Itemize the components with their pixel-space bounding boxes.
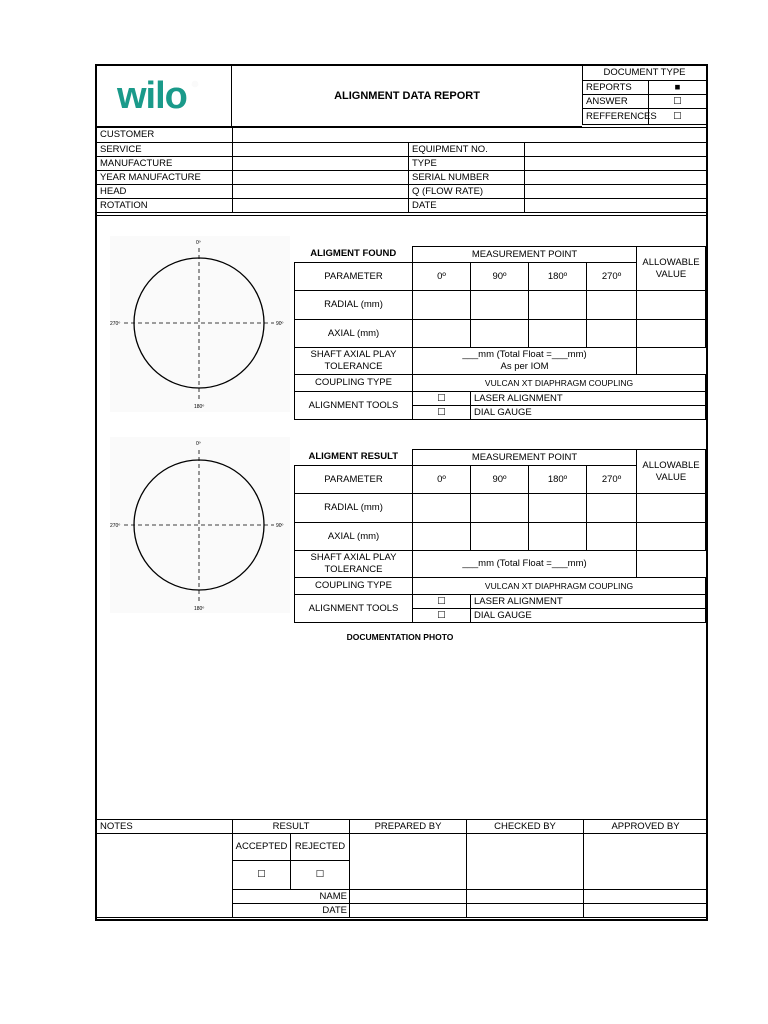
result-allowable-header: ALLOWABLE VALUE [637, 450, 706, 494]
result-axial-0[interactable] [413, 523, 471, 551]
result-angle-180: 180º [529, 466, 587, 494]
result-radial-90[interactable] [471, 494, 529, 523]
notes-label: NOTES [97, 820, 233, 834]
rejected-label: REJECTED [291, 834, 350, 861]
prepared-by-name[interactable] [350, 890, 467, 904]
accepted-checkbox[interactable]: ☐ [233, 861, 291, 890]
found-angle-180: 180º [529, 263, 587, 291]
alignment-diagram-result [110, 437, 290, 613]
found-axial-90[interactable] [471, 320, 529, 348]
approved-by-label: APPROVED BY [584, 820, 708, 834]
diagram-label-top: 0º [196, 240, 201, 246]
prepared-by-date[interactable] [350, 904, 467, 918]
doc-type-references-checkbox[interactable]: ☐ [649, 109, 707, 125]
type-value[interactable] [525, 157, 708, 171]
date-footer-label: DATE [233, 904, 350, 918]
result-radial-allowable[interactable] [637, 494, 706, 523]
date-value[interactable] [525, 199, 708, 213]
found-axial-0[interactable] [413, 320, 471, 348]
service-value[interactable] [233, 143, 409, 157]
flow-rate-value[interactable] [525, 185, 708, 199]
alignment-found-table [294, 246, 706, 420]
doc-type-reports-checkbox[interactable]: ■ [649, 81, 707, 95]
date-label: DATE [409, 199, 525, 213]
found-dial-checkbox[interactable]: ☐ [413, 406, 471, 420]
found-angle-90: 90º [471, 263, 529, 291]
found-axial-allowable[interactable] [637, 320, 706, 348]
result-axial-90[interactable] [471, 523, 529, 551]
result-heading: ALIGMENT RESULT [308, 451, 399, 463]
prepared-by-label: PREPARED BY [350, 820, 467, 834]
approved-by-signature[interactable] [584, 834, 708, 890]
result-label: RESULT [233, 820, 350, 834]
footer-table [96, 819, 708, 918]
found-axial-180[interactable] [529, 320, 587, 348]
year-manufacture-value[interactable] [233, 171, 409, 185]
found-radial-90[interactable] [471, 291, 529, 320]
flow-rate-label: Q (FLOW RATE) [409, 185, 525, 199]
doc-type-title: DOCUMENT TYPE [583, 66, 707, 81]
found-laser-checkbox[interactable]: ☐ [413, 392, 471, 406]
logo-cell [95, 64, 232, 127]
result-laser-checkbox[interactable]: ☐ [413, 595, 471, 609]
found-radial-0[interactable] [413, 291, 471, 320]
accepted-label: ACCEPTED [233, 834, 291, 861]
result-axial-allowable[interactable] [637, 523, 706, 551]
result-axial-label: AXIAL (mm) [295, 523, 413, 551]
result-tools-label: ALIGNMENT TOOLS [295, 595, 413, 623]
checked-by-label: CHECKED BY [467, 820, 584, 834]
result-dial-label: DIAL GAUGE [471, 609, 706, 623]
approved-by-name[interactable] [584, 890, 708, 904]
result-axial-270[interactable] [587, 523, 637, 551]
documentation-photo-label: DOCUMENTATION PHOTO [346, 632, 454, 642]
serial-number-value[interactable] [525, 171, 708, 185]
found-radial-label: RADIAL (mm) [295, 291, 413, 320]
found-radial-allowable[interactable] [637, 291, 706, 320]
result-radial-270[interactable] [587, 494, 637, 523]
service-label: SERVICE [97, 143, 233, 157]
result-angle-90: 90º [471, 466, 529, 494]
found-radial-270[interactable] [587, 291, 637, 320]
found-measurement-point: MEASUREMENT POINT [413, 247, 637, 263]
found-allowable-header: ALLOWABLE VALUE [637, 247, 706, 291]
customer-value[interactable] [233, 128, 708, 143]
type-label: TYPE [409, 157, 525, 171]
manufacture-value[interactable] [233, 157, 409, 171]
found-float-value[interactable]: ___mm (Total Float =___mm) As per IOM [413, 348, 637, 375]
approved-by-date[interactable] [584, 904, 708, 918]
logo-text: wilo [117, 75, 187, 117]
result-laser-label: LASER ALIGNMENT [471, 595, 706, 609]
result-measurement-point: MEASUREMENT POINT [413, 450, 637, 466]
head-label: HEAD [97, 185, 233, 199]
result-float-value[interactable]: ___mm (Total Float =___mm) [413, 551, 637, 578]
result-angle-270: 270º [587, 466, 637, 494]
found-heading: ALIGMENT FOUND [310, 248, 397, 260]
info-bottom-rule [96, 215, 707, 216]
found-axial-label: AXIAL (mm) [295, 320, 413, 348]
alignment-result-table [294, 449, 706, 623]
result-shaft-label: SHAFT AXIAL PLAY TOLERANCE [295, 551, 413, 578]
alignment-diagram-found [110, 236, 290, 412]
found-dial-label: DIAL GAUGE [471, 406, 706, 420]
result-coupling-value: VULCAN XT DIAPHRAGM COUPLING [413, 578, 706, 595]
result-angle-0: 0º [413, 466, 471, 494]
year-manufacture-label: YEAR MANUFACTURE [97, 171, 233, 185]
doc-type-table [582, 65, 707, 125]
found-laser-label: LASER ALIGNMENT [471, 392, 706, 406]
manufacture-label: MANUFACTURE [97, 157, 233, 171]
doc-type-answer-checkbox[interactable]: ☐ [649, 95, 707, 109]
result-radial-180[interactable] [529, 494, 587, 523]
found-parameter: PARAMETER [295, 263, 413, 291]
checked-by-date[interactable] [467, 904, 584, 918]
checked-by-name[interactable] [467, 890, 584, 904]
found-angle-270: 270º [587, 263, 637, 291]
head-value[interactable] [233, 185, 409, 199]
result-shaft-allowable [637, 551, 706, 578]
diagram-label-bottom: 180º [194, 404, 205, 410]
found-radial-180[interactable] [529, 291, 587, 320]
found-axial-270[interactable] [587, 320, 637, 348]
result-parameter: PARAMETER [295, 466, 413, 494]
found-tools-label: ALIGNMENT TOOLS [295, 392, 413, 420]
found-coupling-value: VULCAN XT DIAPHRAGM COUPLING [413, 375, 706, 392]
prepared-by-signature[interactable] [350, 834, 467, 890]
result-dial-checkbox[interactable]: ☐ [413, 609, 471, 623]
wilo-logo [95, 64, 232, 127]
doc-type-answer-label: ANSWER [583, 95, 649, 109]
page-title: ALIGNMENT DATA REPORT [334, 90, 480, 102]
result-radial-label: RADIAL (mm) [295, 494, 413, 523]
checked-by-signature[interactable] [467, 834, 584, 890]
rejected-checkbox[interactable]: ☐ [291, 861, 350, 890]
info-table [96, 127, 708, 213]
diagram-label-left: 270º [110, 321, 121, 327]
found-angle-0: 0º [413, 263, 471, 291]
result-coupling-label: COUPLING TYPE [295, 578, 413, 595]
equipment-no-value[interactable] [525, 143, 708, 157]
rotation-label: ROTATION [97, 199, 233, 213]
found-coupling-label: COUPLING TYPE [295, 375, 413, 392]
serial-number-label: SERIAL NUMBER [409, 171, 525, 185]
name-label: NAME [233, 890, 350, 904]
found-shaft-allowable [637, 348, 706, 375]
diagram-label-bottom: 180º [194, 606, 205, 612]
customer-label: CUSTOMER [97, 128, 233, 143]
doc-type-reports-label: REPORTS [583, 81, 649, 95]
found-shaft-label: SHAFT AXIAL PLAY TOLERANCE [295, 348, 413, 375]
notes-value[interactable] [97, 834, 233, 918]
diagram-label-top: 0º [196, 441, 201, 447]
result-radial-0[interactable] [413, 494, 471, 523]
result-axial-180[interactable] [529, 523, 587, 551]
equipment-no-label: EQUIPMENT NO. [409, 143, 525, 157]
rotation-value[interactable] [233, 199, 409, 213]
doc-type-references-label: REFFERENCES [583, 109, 649, 125]
diagram-label-right: 90º [276, 523, 284, 529]
diagram-label-left: 270º [110, 523, 121, 529]
diagram-label-right: 90º [276, 321, 284, 327]
